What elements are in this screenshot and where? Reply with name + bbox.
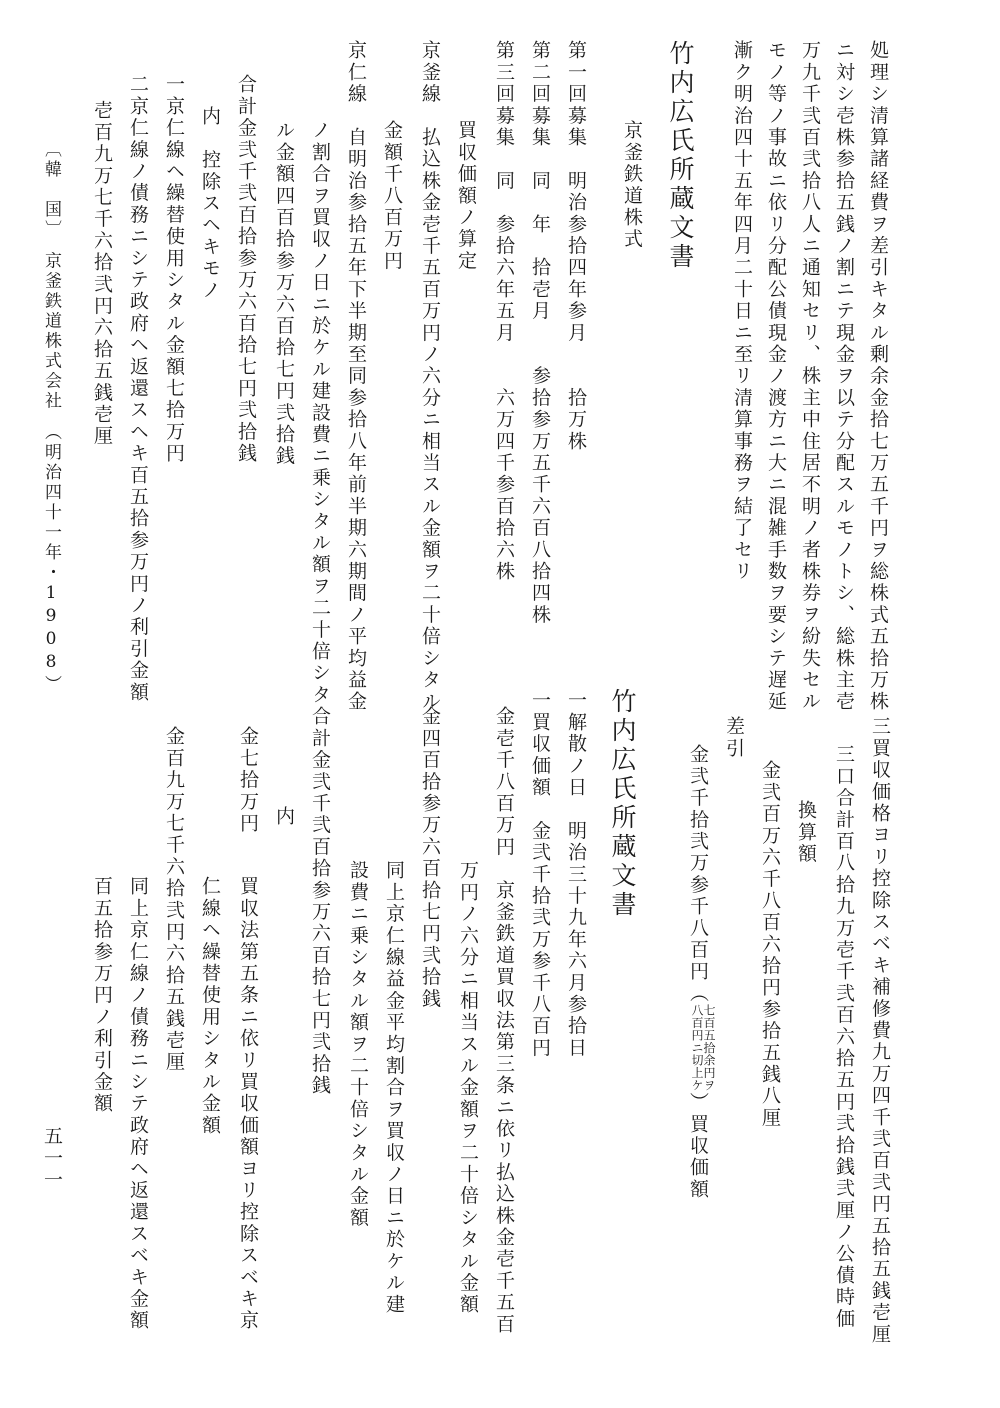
upper-column-15: ノ割合ヲ買収ノ日ニ於ケル建設費ニ乗シタル額ヲ二十倍シタ bbox=[309, 120, 331, 706]
lower-column-18: 買収法第五条ニ依リ買収価額ヨリ控除スベキ京 bbox=[237, 876, 259, 1332]
upper-column-9: 第二回募集 同 年 拾壱月 参拾参万五千六百八拾四株 bbox=[529, 40, 551, 626]
lower-column-20: 金百九万七千六拾弐円六拾五銭壱厘 bbox=[163, 726, 185, 1074]
upper-column-17: 合計金弐千弐百拾参万六百拾七円弐拾銭 bbox=[235, 74, 257, 465]
footer-source-note: 〔韓 国〕 京釜鉄道株式会社 （明治四十一年・1908） bbox=[41, 140, 61, 695]
lower-column-15: 合計金弐千弐百拾参万六百拾七円弐拾銭 bbox=[309, 706, 331, 1097]
upper-column-5: 漸ク明治四十五年四月二十日ニ至リ清算事務ヲ結了セリ bbox=[731, 40, 753, 583]
lower-column-6: 金弐千拾弐万参千八百円（ 七百五拾余円ヲ 八百円ニ切上ケ ）買収価額 bbox=[687, 744, 716, 1201]
upper-column-11: 買収価額ノ算定 bbox=[455, 120, 477, 272]
lower-column-10: 金壱千八百万円 京釜鉄道買収法第三条ニ依リ払込株金壱千五百 bbox=[493, 706, 515, 1336]
lower-column-1: 三買収価格ヨリ控除スベキ補修費九万四千弐百弐円五拾五銭壱厘 bbox=[869, 716, 891, 1346]
lower-column-6-tail: 買収価額 bbox=[687, 1113, 709, 1201]
lower-column-12: 金四百拾参万六百拾七円弐拾銭 bbox=[419, 706, 441, 1010]
upper-column-19: 一京仁線ヘ繰替使用シタル金額七拾万円 bbox=[163, 74, 185, 465]
upper-column-7: 京釜鉄道株式 bbox=[621, 120, 643, 251]
page-number: 五一一 bbox=[41, 1126, 63, 1192]
upper-column-18: 内 控除スヘキモノ bbox=[199, 106, 221, 302]
upper-column-3: 万九千弐百弐拾八人ニ通知セリ、株主中住居不明ノ者株券ヲ紛失セル bbox=[799, 40, 821, 713]
lower-column-13: 同上京仁線益金平均割合ヲ買収ノ日ニ於ケル建 bbox=[383, 860, 405, 1316]
upper-column-14: 京仁線 自明治参拾五年下半期至同参拾八年前半期六期間ノ平均益金 bbox=[345, 40, 367, 713]
lower-column-2: 三口合計百八拾九万壱千弐百六拾五円弐拾銭弐厘ノ公債時価 bbox=[833, 744, 855, 1330]
lower-column-5: 差引 bbox=[723, 716, 745, 760]
upper-column-10: 第三回募集 同 参拾六年五月 六万四千参百拾六株 bbox=[493, 40, 515, 583]
lower-column-6-amount: 金弐千拾弐万参千八百円 bbox=[687, 744, 709, 983]
lower-column-11: 万円ノ六分ニ相当スル金額ヲ二十倍シタル金額 bbox=[457, 860, 479, 1316]
lower-column-8: 一解散ノ日 明治三十九年六月参拾日 bbox=[565, 690, 587, 1059]
rounding-note: 七百五拾余円ヲ 八百円ニ切上ケ bbox=[690, 1004, 716, 1092]
lower-column-9: 一買収価額 金弐千拾弐万参千八百円 bbox=[529, 690, 551, 1059]
lower-column-21: 同上京仁線ノ債務ニシテ政府ヘ返還スベキ金額 bbox=[127, 876, 149, 1332]
lower-column-4: 金弐百万六千八百六拾円参拾五銭八厘 bbox=[759, 760, 781, 1129]
upper-column-8: 第一回募集 明治参拾四年参月 拾万株 bbox=[565, 40, 587, 453]
upper-column-12: 京釜線 払込株金壱千五百万円ノ六分ニ相当スル金額ヲ二十倍シタル bbox=[419, 40, 441, 713]
upper-column-4: モノ等ノ事故ニ依リ分配公債現金ノ渡方ニ大ニ混雑手数ヲ要シテ遅延 bbox=[765, 40, 787, 713]
lower-section-heading: 竹内広氏所蔵文書 bbox=[608, 688, 637, 920]
upper-column-13: 金額千八百万円 bbox=[381, 120, 403, 272]
lower-column-14: 設費ニ乗シタル額ヲ二十倍シタル金額 bbox=[347, 860, 369, 1229]
upper-column-1: 処理シ清算諸経費ヲ差引キタル剰余金拾七万五千円ヲ総株式五拾万株 bbox=[867, 40, 889, 713]
lower-column-16: 内 bbox=[273, 806, 295, 828]
lower-column-3: 換算額 bbox=[795, 800, 817, 866]
upper-column-16: ル金額四百拾参万六百拾七円弐拾銭 bbox=[273, 120, 295, 468]
upper-column-21: 壱百九万七千六拾弐円六拾五銭壱厘 bbox=[91, 100, 113, 448]
upper-section-heading: 竹内広氏所蔵文書 bbox=[666, 40, 695, 272]
lower-column-19: 仁線ヘ繰替使用シタル金額 bbox=[199, 876, 221, 1137]
lower-column-22: 百五拾参万円ノ利引金額 bbox=[91, 876, 113, 1115]
upper-column-2: ニ対シ壱株参拾五銭ノ割ニテ現金ヲ以テ分配スルモノトシ、総株主壱 bbox=[833, 40, 855, 713]
lower-column-17: 金七拾万円 bbox=[237, 726, 259, 835]
upper-column-20: 二京仁線ノ債務ニシテ政府ヘ返還スヘキ百五拾参万円ノ利引金額 bbox=[127, 74, 149, 704]
